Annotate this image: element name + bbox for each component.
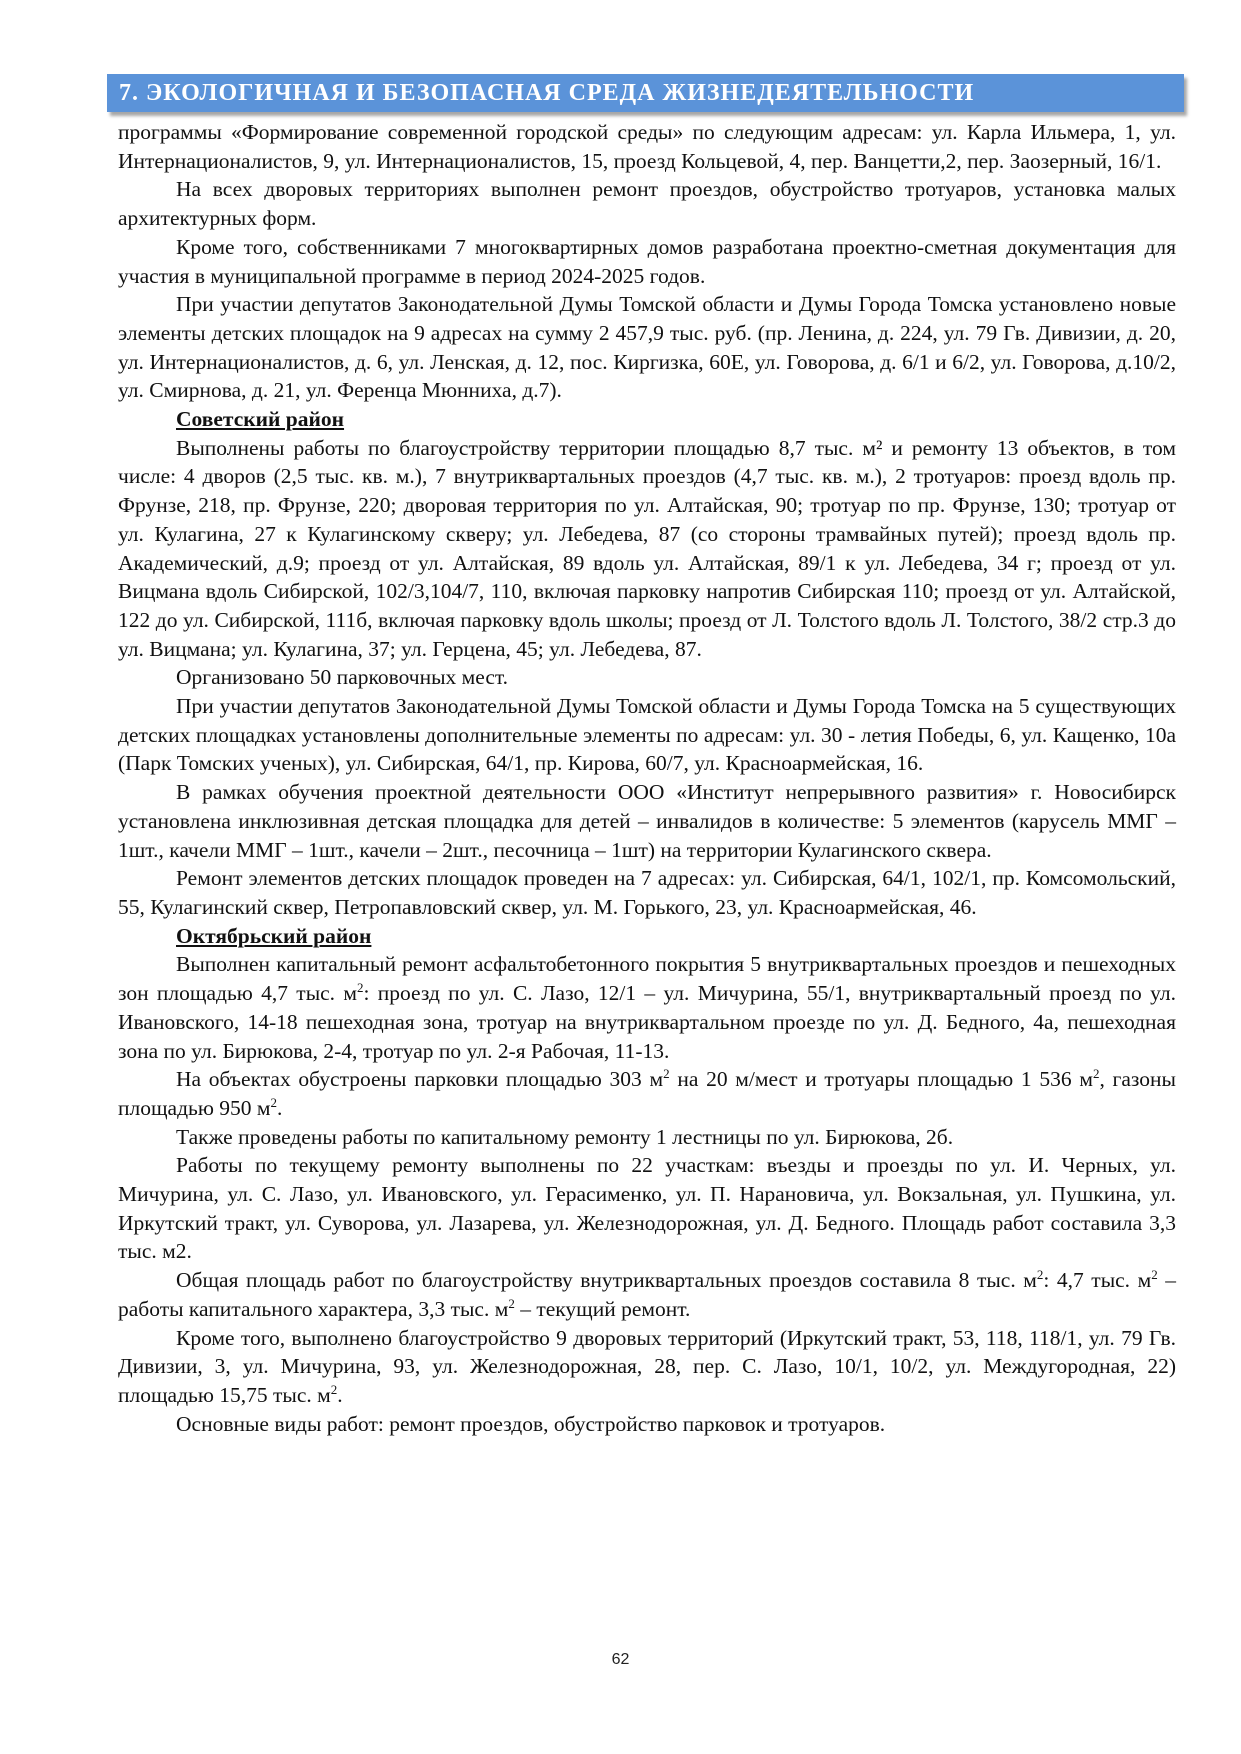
paragraph: При участии депутатов Законодательной Думы Томской области и Думы Города Томска установлено новые элементы детских площадок на 9 адресах на сумму 2 457,9 тыс. руб. (пр. Ленина, д. 224, ул. 79 Гв. Дивизии, д. 20, ул. Интернационалистов, д. 6, ул. Ленская, д. 12, пос. Киргизка, 60Е, ул. Говорова, д. 6/1 и 6/2, ул. Говорова, д.10/2, ул. Смирнова, д. 21, ул. Ференца Мюнниха, д.7). xyxy=(118,292,1176,403)
section-title: 7. ЭКОЛОГИЧНАЯ И БЕЗОПАСНАЯ СРЕДА ЖИЗНЕДЕЯТЕЛЬНОСТИ xyxy=(119,80,975,106)
text-run: на 20 м/мест и тротуары площадью 1 536 м xyxy=(669,1067,1093,1092)
document-body xyxy=(118,118,1176,1438)
text-run: На объектах обустроены парковки площадью 303 м xyxy=(176,1067,664,1092)
text-run: – работы капитального характера, 3,3 тыс. м xyxy=(118,1268,1176,1321)
text-run: , газоны площадью 950 м xyxy=(118,1067,1176,1120)
superscript: 2 xyxy=(356,979,364,995)
paragraph: Работы по текущему ремонту выполнены по 22 участкам: въезды и проезды по ул. И. Черных, ул. Мичурина, ул. С. Лазо, ул. Ивановского, ул. Герасименко, ул. П. Нарановича, ул. Вокзальная, ул. Пушкина, ул. Иркутский тракт, ул. Суворова, ул. Лазарева, ул. Железнодорожная, ул. Д. Бедного. Площадь работ составила 3,3 тыс. м2. xyxy=(118,1153,1176,1264)
paragraph: Ремонт элементов детских площадок проведен на 7 адресах: ул. Сибирская, 64/1, 102/1, пр. Комсомольский, 55, Кулагинский сквер, Петропавловский сквер, ул. М. Горького, 23, ул. Красноармейская, 46. xyxy=(118,866,1176,919)
paragraph xyxy=(118,1324,1176,1410)
paragraph: В рамках обучения проектной деятельности ООО «Институт непрерывного развития» г. Новосибирск установлена инклюзивная детская площадка для детей – инвалидов в количестве: 5 элементов (карусель ММГ – 1шт., качели ММГ – 1шт., качели – 2шт., песочница – 1шт) на территории Кулагинского сквера. xyxy=(118,780,1176,862)
superscript: 2 xyxy=(1092,1066,1100,1082)
paragraph: Выполнены работы по благоустройству территории площадью 8,7 тыс. м² и ремонту 13 объектов, в том числе: 4 дворов (2,5 тыс. кв. м.), 7 внутриквартальных проездов (4,7 тыс. кв. м.), 2 тротуаров: проезд вдоль пр. Фрунзе, 218, пр. Фрунзе, 220; дворовая территория по ул. Алтайская, 90; тротуар по пр. Фрунзе, 130; тротуар от ул. Кулагина, 27 к Кулагинскому скверу; ул. Лебедева, 87 (со стороны трамвайных путей); проезд вдоль пр. Академический, д.9; проезд от ул. Алтайская, 89 вдоль ул. Алтайская, 89/1 к ул. Лебедева, 34 г; проезд от ул. Вицмана вдоль Сибирской, 102/3,104/7, 110, включая парковку напротив Сибирская 110; проезд от ул. Алтайской, 122 до ул. Сибирской, 111б, включая парковку вдоль школы; проезд от Л. Толстого вдоль Л. Толстого, 38/2 стр.3 до ул. Вицмана; ул. Кулагина, 37; ул. Герцена, 45; ул. Лебедева, 87. xyxy=(118,435,1176,661)
page-number: 62 xyxy=(611,1651,630,1668)
superscript: 2 xyxy=(1036,1266,1044,1282)
district-heading-sovetsky: Советский район xyxy=(176,407,345,432)
paragraph: Основные виды работ: ремонт проездов, обустройство парковок и тротуаров. xyxy=(176,1411,886,1436)
text-run: : 4,7 тыс. м xyxy=(1043,1268,1152,1293)
paragraph xyxy=(118,1065,1176,1122)
superscript: 2 xyxy=(330,1381,338,1397)
district-heading-oktyabrsky: Октябрьский район xyxy=(176,923,372,948)
paragraph: Кроме того, собственниками 7 многоквартирных домов разработана проектно-сметная документация для участия в муниципальной программе в период 2024-2025 годов. xyxy=(118,234,1176,288)
text-run: . xyxy=(337,1382,343,1407)
section-header-bar xyxy=(107,74,1184,112)
superscript: 2 xyxy=(1151,1266,1158,1282)
paragraph xyxy=(118,1266,1176,1323)
paragraph xyxy=(118,950,1176,1065)
paragraph: На всех дворовых территориях выполнен ремонт проездов, обустройство тротуаров, установка малых архитектурных форм. xyxy=(118,177,1176,231)
text-run: Выполнен капитальный ремонт асфальтобетонного покрытия 5 внутриквартальных проездов и пешеходных зон площадью 4,7 тыс. м xyxy=(118,952,1176,1006)
text-run: . xyxy=(277,1095,283,1120)
text-run: Общая площадь работ по благоустройству внутриквартальных проездов составила 8 тыс. м xyxy=(176,1268,1037,1293)
paragraph: Также проведены работы по капитальному ремонту 1 лестницы по ул. Бирюкова, 2б. xyxy=(176,1124,954,1149)
superscript: 2 xyxy=(508,1295,515,1311)
text-run: Кроме того, выполнено благоустройство 9 дворовых территорий (Иркутский тракт, 53, 118, 118/1, ул. 79 Гв. Дивизии, 3, ул. Мичурина, 93, ул. Железнодорожная, 28, пер. С. Лазо, 10/1, 10/2, ул. Междугородная, 22) площадью 15,75 тыс. м xyxy=(118,1325,1176,1407)
paragraph: При участии депутатов Законодательной Думы Томской области и Думы Города Томска на 5 существующих детских площадках установлены дополнительные элементы по адресам: ул. 30 - летия Победы, 6, ул. Кащенко, 10а (Парк Томских ученых), ул. Сибирская, 64/1, пр. Кирова, 60/7, ул. Красноармейская, 16. xyxy=(118,694,1176,776)
superscript: 2 xyxy=(663,1066,670,1082)
superscript: 2 xyxy=(270,1094,277,1110)
text-run: – текущий ремонт. xyxy=(514,1296,691,1321)
paragraph: программы «Формирование современной городской среды» по следующим адресам: ул. Карла Ильмера, 1, ул. Интернационалистов, 9, ул. Интернационалистов, 15, проезд Кольцевой, 4, пер. Ванцетти,2, пер. Заозерный, 16/1. xyxy=(118,120,1176,173)
text-run: : проезд по ул. С. Лазо, 12/1 – ул. Мичурина, 55/1, внутриквартальный проезд по ул. Ивановского, 14-18 пешеходная зона, тротуар на внутриквартальном проезде по ул. Д. Бедного, 4а, пешеходная зона по ул. Бирюкова, 2-4, тротуар по ул. 2-я Рабочая, 11-13. xyxy=(118,981,1176,1063)
paragraph: Организовано 50 парковочных мест. xyxy=(176,665,509,690)
